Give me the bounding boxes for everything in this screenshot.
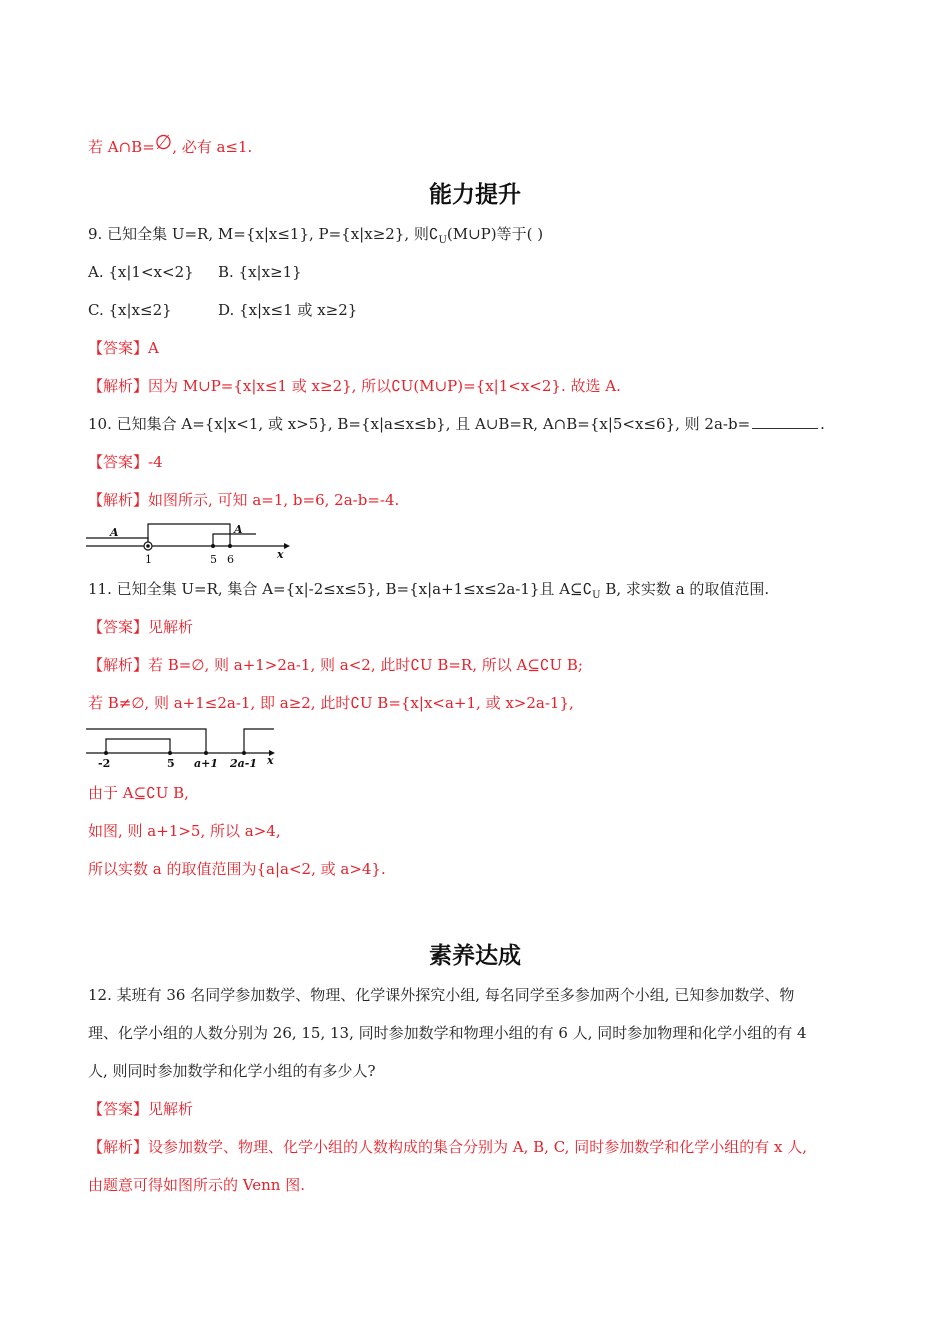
q12-stem-line2: 理、化学小组的人数分别为 26, 15, 13, 同时参加数学和物理小组的有 6 人, 同时参加物理和化学小组的有 4 xyxy=(88,1024,807,1042)
q10-blank xyxy=(752,414,818,429)
answer-tag: 【答案】 xyxy=(88,339,149,357)
q11-analysis-line3: 由于 A⊆∁U B, xyxy=(88,784,189,802)
tick-minus-2: -2 xyxy=(98,757,111,770)
axis-label-x: x xyxy=(277,548,284,561)
complement-right-bracket xyxy=(244,729,274,753)
q10-answer-value: -4 xyxy=(148,453,163,471)
q12-analysis xyxy=(88,1137,807,1157)
q9-option-a: A. {x|1<x<2} xyxy=(88,263,194,281)
q9-option-b: B. {x|x≥1} xyxy=(218,263,302,281)
axis-arrow-icon xyxy=(284,543,290,549)
empty-set-symbol: ∅ xyxy=(154,130,173,154)
q12-stem-line3: 人, 则同时参加数学和化学小组的有多少人? xyxy=(88,1062,376,1080)
tick-2a-minus-1: 2a-1 xyxy=(230,757,258,770)
top-conclusion xyxy=(88,132,252,157)
q9-stem-text: 9. 已知全集 U=R, M={x|x≤1}, P={x|x≥2}, 则∁ xyxy=(88,225,439,243)
q9-option-d: D. {x|x≤1 或 x≥2} xyxy=(218,301,358,319)
top-conclusion-post: , 必有 a≤1. xyxy=(172,138,253,156)
q11-answer-value: 见解析 xyxy=(148,618,194,636)
q9-stem xyxy=(88,224,543,251)
q11-answer xyxy=(88,617,193,637)
answer-tag: 【答案】 xyxy=(88,453,149,471)
point-5 xyxy=(211,544,215,548)
q11-stem-post: B, 求实数 a 的取值范围. xyxy=(600,580,770,598)
closed-point-1 xyxy=(146,544,150,548)
q10-number-line-figure xyxy=(84,518,294,568)
q10-analysis xyxy=(88,490,399,510)
point-5 xyxy=(168,751,172,755)
label-a-left: A xyxy=(110,526,119,539)
section-title-literacy: 素养达成 xyxy=(429,943,521,969)
q9-stem-tail: (M∪P)等于( ) xyxy=(446,225,544,243)
q10-analysis-text: 如图所示, 可知 a=1, b=6, 2a-b=-4. xyxy=(148,491,400,509)
answer-tag: 【答案】 xyxy=(88,1100,149,1118)
q11-stem xyxy=(88,579,769,606)
q9-option-c: C. {x|x≤2} xyxy=(88,301,172,319)
q12-answer xyxy=(88,1099,193,1119)
point-minus-2 xyxy=(104,751,108,755)
analysis-tag: 【解析】 xyxy=(88,656,149,674)
q11-stem-pre: 11. 已知全集 U=R, 集合 A={x|-2≤x≤5}, B={x|a+1≤x≤2a-1}且 A⊆∁ xyxy=(88,580,593,598)
q9-answer xyxy=(88,338,159,358)
q11-analysis-text: 若 B=∅, 则 a+1>2a-1, 则 a<2, 此时∁U B=R, 所以 A⊆∁U B; xyxy=(148,656,583,674)
q12-analysis-text: 设参加数学、物理、化学小组的人数构成的集合分别为 A, B, C, 同时参加数学和化学小组的有 x 人, xyxy=(148,1138,807,1156)
q9-answer-value: A xyxy=(148,339,159,357)
q10-answer xyxy=(88,452,163,472)
q11-analysis-line5: 所以实数 a 的取值范围为{a|a<2, 或 a>4}. xyxy=(88,860,386,878)
top-conclusion-pre: 若 A∩B= xyxy=(88,138,155,156)
q10-stem-text: 10. 已知集合 A={x|x<1, 或 x>5}, B={x|a≤x≤b}, 且 A∪B=R, A∩B={x|5<x≤6}, 则 2a-b= xyxy=(88,415,751,433)
q11-analysis xyxy=(88,655,583,675)
analysis-tag: 【解析】 xyxy=(88,1138,149,1156)
tick-6: 6 xyxy=(227,553,234,566)
label-a-right: A xyxy=(234,523,243,536)
tick-a-plus-1: a+1 xyxy=(194,757,218,770)
q12-analysis-line2: 由题意可得如图所示的 Venn 图. xyxy=(88,1176,305,1194)
point-6 xyxy=(228,544,232,548)
tick-5: 5 xyxy=(167,757,175,770)
q11-number-line-figure xyxy=(84,724,284,770)
axis-label-x: x xyxy=(267,754,274,767)
q9-analysis xyxy=(88,376,621,396)
q12-stem-line1: 12. 某班有 36 名同学参加数学、物理、化学课外探究小组, 每名同学至多参加两个小组, 已知参加数学、物 xyxy=(88,986,795,1004)
set-a-left-bracket xyxy=(86,538,148,546)
tick-1: 1 xyxy=(145,553,152,566)
analysis-tag: 【解析】 xyxy=(88,377,149,395)
q10-stem xyxy=(88,414,825,434)
point-2a-minus-1 xyxy=(242,751,246,755)
analysis-tag: 【解析】 xyxy=(88,491,149,509)
q11-stem-sub: U xyxy=(592,590,601,601)
point-a-plus-1 xyxy=(204,751,208,755)
set-a-bracket xyxy=(106,739,170,753)
section-title-ability: 能力提升 xyxy=(429,182,521,208)
q9-analysis-text: 因为 M∪P={x|x≤1 或 x≥2}, 所以∁U(M∪P)={x|1<x<2}. 故选 A. xyxy=(148,377,621,395)
set-b-bracket xyxy=(148,524,230,546)
complement-left-bracket xyxy=(86,729,206,753)
answer-tag: 【答案】 xyxy=(88,618,149,636)
q12-answer-value: 见解析 xyxy=(148,1100,194,1118)
tick-5: 5 xyxy=(210,553,217,566)
q10-stem-end: . xyxy=(820,415,825,433)
q9-stem-sub: U xyxy=(438,235,447,246)
q11-analysis-line4: 如图, 则 a+1>5, 所以 a>4, xyxy=(88,822,281,840)
q11-analysis-line2: 若 B≠∅, 则 a+1≤2a-1, 即 a≥2, 此时∁U B={x|x<a+1, 或 x>2a-1}, xyxy=(88,694,574,712)
